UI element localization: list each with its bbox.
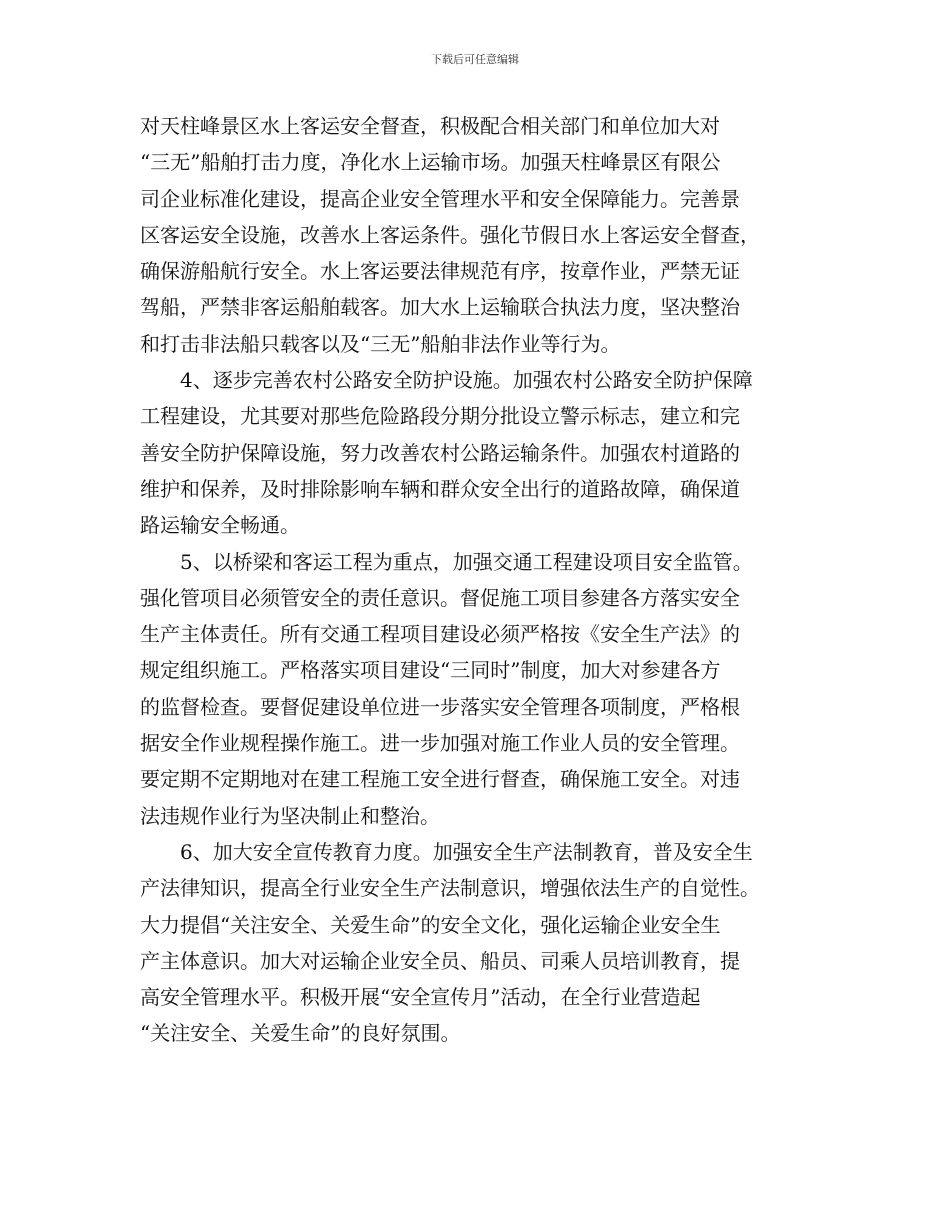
text-line: 驾船，严禁非客运船舶载客。加大水上运输联合执法力度，坚决整治 xyxy=(140,295,740,320)
text-line: “关注安全、关爱生命”的良好氛围。 xyxy=(140,1021,461,1046)
paragraph xyxy=(140,108,820,362)
text-line: 工程建设，尤其要对那些危险路段分期分批设立警示标志，建立和完 xyxy=(140,404,740,429)
document-body xyxy=(140,108,820,1052)
text-line: 要定期不定期地对在建工程施工安全进行督查，确保施工安全。对违 xyxy=(140,767,740,792)
text-line: 据安全作业规程操作施工。进一步加强对施工作业人员的安全管理。 xyxy=(140,731,740,756)
page-header: 下载后可任意编辑 xyxy=(431,53,519,66)
text-line: 强化管项目必须管安全的责任意识。督促施工项目参建各方落实安全 xyxy=(140,585,740,610)
text-line: 维护和保养，及时排除影响车辆和群众安全出行的道路故障，确保道 xyxy=(140,476,740,501)
text-line: 大力提倡“关注安全、关爱生命”的安全文化，强化运输企业安全生 xyxy=(140,912,721,937)
text-line: “三无”船舶打击力度，净化水上运输市场。加强天柱峰景区有限公 xyxy=(140,150,721,175)
text-line: 司企业标准化建设，提高企业安全管理水平和安全保障能力。完善景 xyxy=(140,186,740,211)
text-line: 5、以桥梁和客运工程为重点，加强交通工程建设项目安全监管。 xyxy=(180,549,753,574)
paragraph xyxy=(140,362,820,543)
text-line: 高安全管理水平。积极开展“安全宣传月”活动，在全行业营造起 xyxy=(140,985,701,1010)
text-line: 生产主体责任。所有交通工程项目建设必须严格按《安全生产法》的 xyxy=(140,622,740,647)
text-line: 6、加大安全宣传教育力度。加强安全生产法制教育，普及安全生 xyxy=(180,839,753,864)
text-line: 善安全防护保障设施，努力改善农村公路运输条件。加强农村道路的 xyxy=(140,440,740,465)
text-line: 区客运安全设施，改善水上客运条件。强化节假日水上客运安全督查， xyxy=(140,222,760,247)
text-line: 和打击非法船只载客以及“三无”船舶非法作业等行为。 xyxy=(140,331,621,356)
paragraph xyxy=(140,834,820,1052)
text-line: 路运输安全畅通。 xyxy=(140,513,300,538)
text-line: 规定组织施工。严格落实项目建设“三同时”制度，加大对参建各方 xyxy=(140,658,721,683)
text-line: 确保游船航行安全。水上客运要法律规范有序，按章作业，严禁无证 xyxy=(140,259,740,284)
paragraph xyxy=(140,544,820,834)
text-line: 法违规作业行为坚决制止和整治。 xyxy=(140,803,440,828)
text-line: 的监督检查。要督促建设单位进一步落实安全管理各项制度，严格根 xyxy=(140,694,740,719)
text-line: 产法律知识，提高全行业安全生产法制意识，增强依法生产的自觉性。 xyxy=(140,876,760,901)
text-line: 对天柱峰景区水上客运安全督查，积极配合相关部门和单位加大对 xyxy=(140,114,720,138)
text-line: 4、逐步完善农村公路安全防护设施。加强农村公路安全防护保障 xyxy=(180,368,753,393)
text-line: 产主体意识。加大对运输企业安全员、船员、司乘人员培训教育，提 xyxy=(140,948,740,973)
